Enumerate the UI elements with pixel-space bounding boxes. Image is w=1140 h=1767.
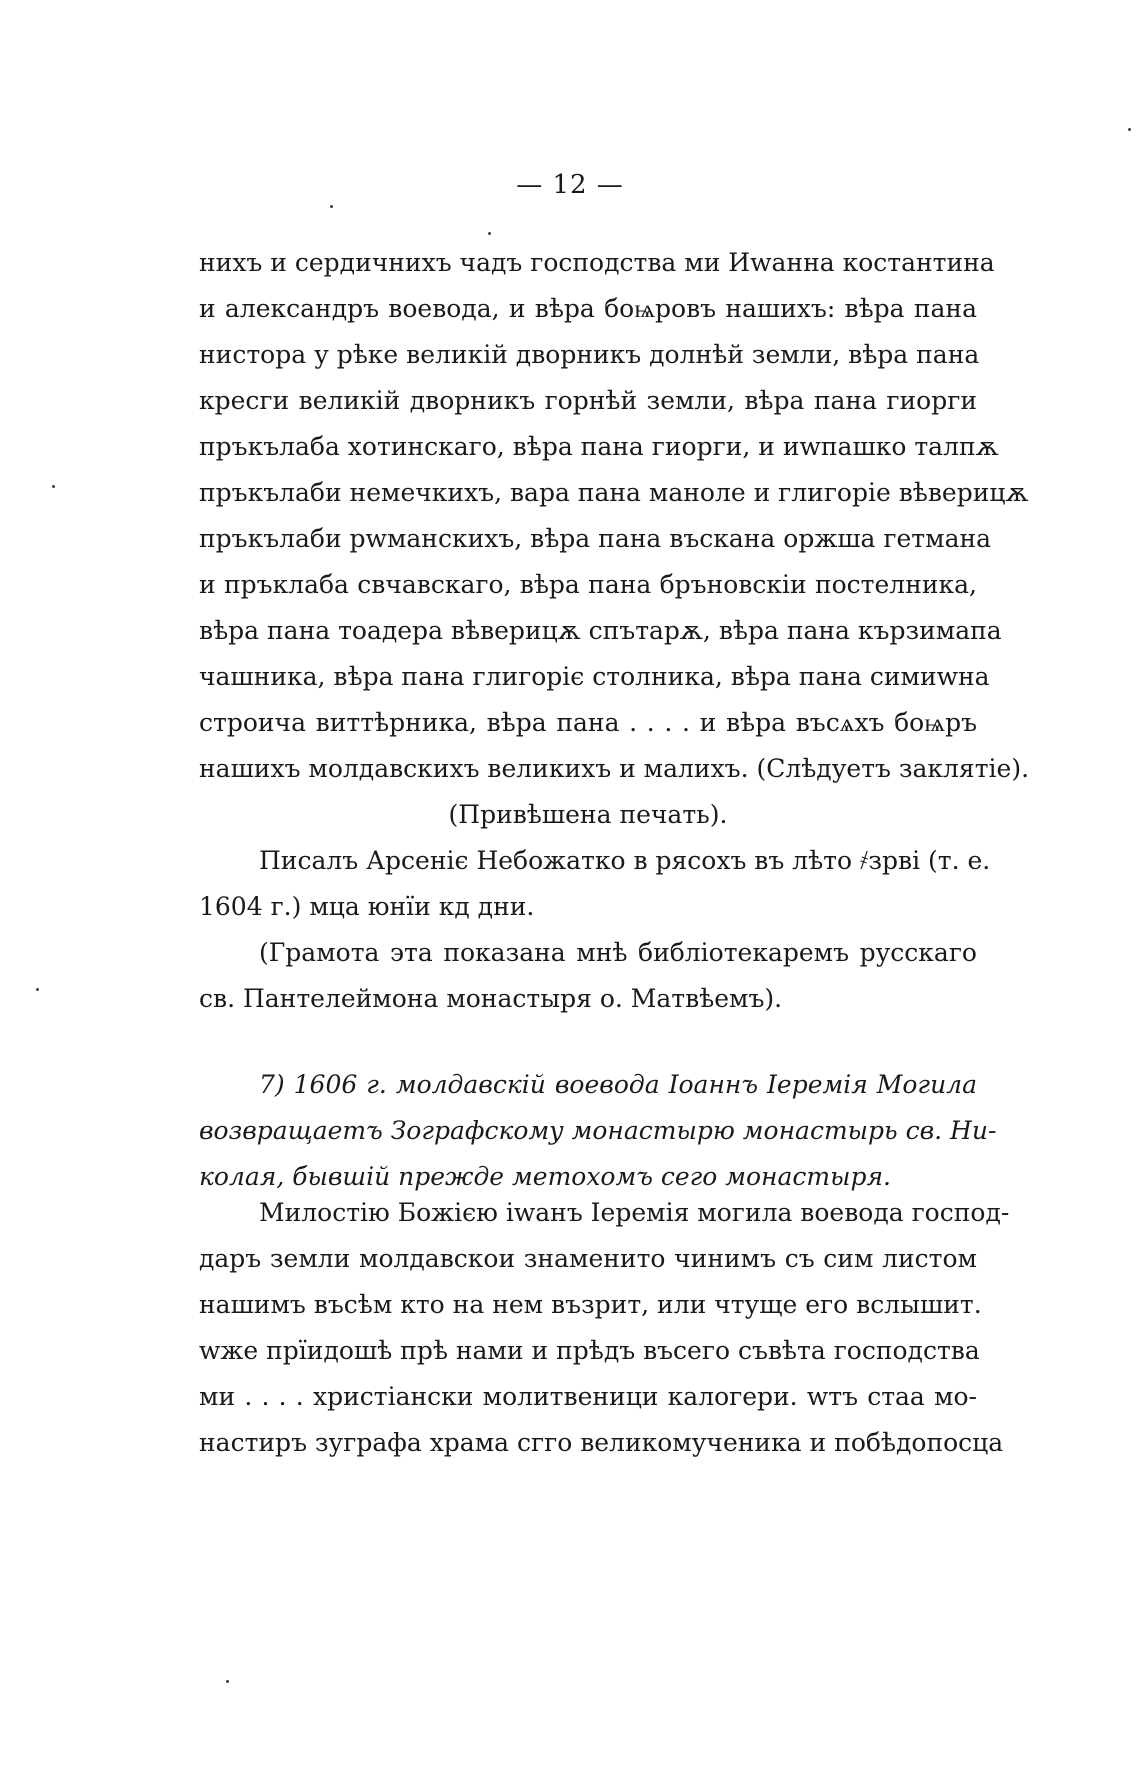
text-line: вѣра пана тоадера вѣверицѫ спътарѫ, вѣра пана кързимапа [199, 616, 1002, 645]
source-note-line: (Грамота эта показана мнѣ библіотекаремъ русскаго [259, 938, 977, 967]
section-heading-line: колая, бывшій прежде метохомъ сего монастыря. [199, 1162, 891, 1191]
text-line: кресги великій дворникъ горнѣй земли, вѣра пана гиорги [199, 386, 977, 415]
charter-text-2 [199, 1190, 1010, 1466]
scan-speck [36, 988, 39, 991]
scan-speck [226, 1680, 229, 1683]
text-line: пръкълаби немечкихъ, вара пана маноле и глигоріе вѣверицѫ [199, 478, 1029, 507]
text-line: нихъ и сердичнихъ чадъ господства ми Иwанна костантина [199, 248, 995, 277]
text-line: нистора у рѣке великій дворникъ долнѣй земли, вѣра пана [199, 340, 980, 369]
text-line: Милостію Божією іwанъ Іеремія могила воевода господ- [259, 1198, 1010, 1227]
charter-text [199, 240, 1030, 1022]
section-heading [199, 1062, 997, 1200]
text-line: строича виттѣрника, вѣра пана . . . . и вѣра въсѧхъ боѩръ [199, 708, 977, 737]
text-line: даръ земли молдавскои знаменито чинимъ съ сим листом [199, 1244, 977, 1273]
scan-speck [1128, 128, 1131, 131]
text-line: чашника, вѣра пана глигоріє столника, вѣра пана симиwна [199, 662, 990, 691]
text-line: и александръ воевода, и вѣра боѩровъ нашихъ: вѣра пана [199, 294, 977, 323]
source-note-line: св. Пантелеймона монастыря о. Матвѣемъ). [199, 984, 783, 1013]
text-line: пръкълаба хотинскаго, вѣра пана гиорги, и иwпашко талпѫ [199, 432, 999, 461]
scribe-line: Писалъ Арсеніє Небожатко в рясохъ въ лѣто ҂зрві (т. е. [259, 846, 991, 875]
scan-speck [52, 485, 55, 488]
text-line: настиръ зуграфа храма сгго великомученика и побѣдопосца [199, 1428, 1004, 1457]
text-line: пръкълаби рwманскихъ, вѣра пана въскана оржша гетмана [199, 524, 992, 553]
text-line: и пръклаба свчавскаго, вѣра пана бръновскіи постелника, [199, 570, 977, 599]
scan-speck [488, 232, 491, 235]
section-heading-line: 7) 1606 г. молдавскій воевода Іоаннъ Іеремія Могила [259, 1070, 977, 1099]
scan-speck [330, 205, 333, 208]
text-line: нашихъ молдавскихъ великихъ и малихъ. (Слѣдуетъ заклятіе). [199, 754, 1030, 783]
date-line: 1604 г.) мца юнїи кд дни. [199, 892, 535, 921]
text-line: wже прїидошѣ прѣ нами и прѣдъ въсего съвѣта господства [199, 1336, 980, 1365]
text-line: ми . . . . христіански молитвеници калогери. wтъ стаа мо- [199, 1382, 977, 1411]
section-heading-line: возвращаетъ Зографскому монастырю монастырь св. Ни- [199, 1116, 997, 1145]
text-line: нашимъ въсѣм кто на нем възрит, или чтуще его вслышит. [199, 1290, 982, 1319]
page-number: — 12 — [516, 170, 624, 200]
seal-note: (Привѣшена печать). [448, 800, 728, 829]
